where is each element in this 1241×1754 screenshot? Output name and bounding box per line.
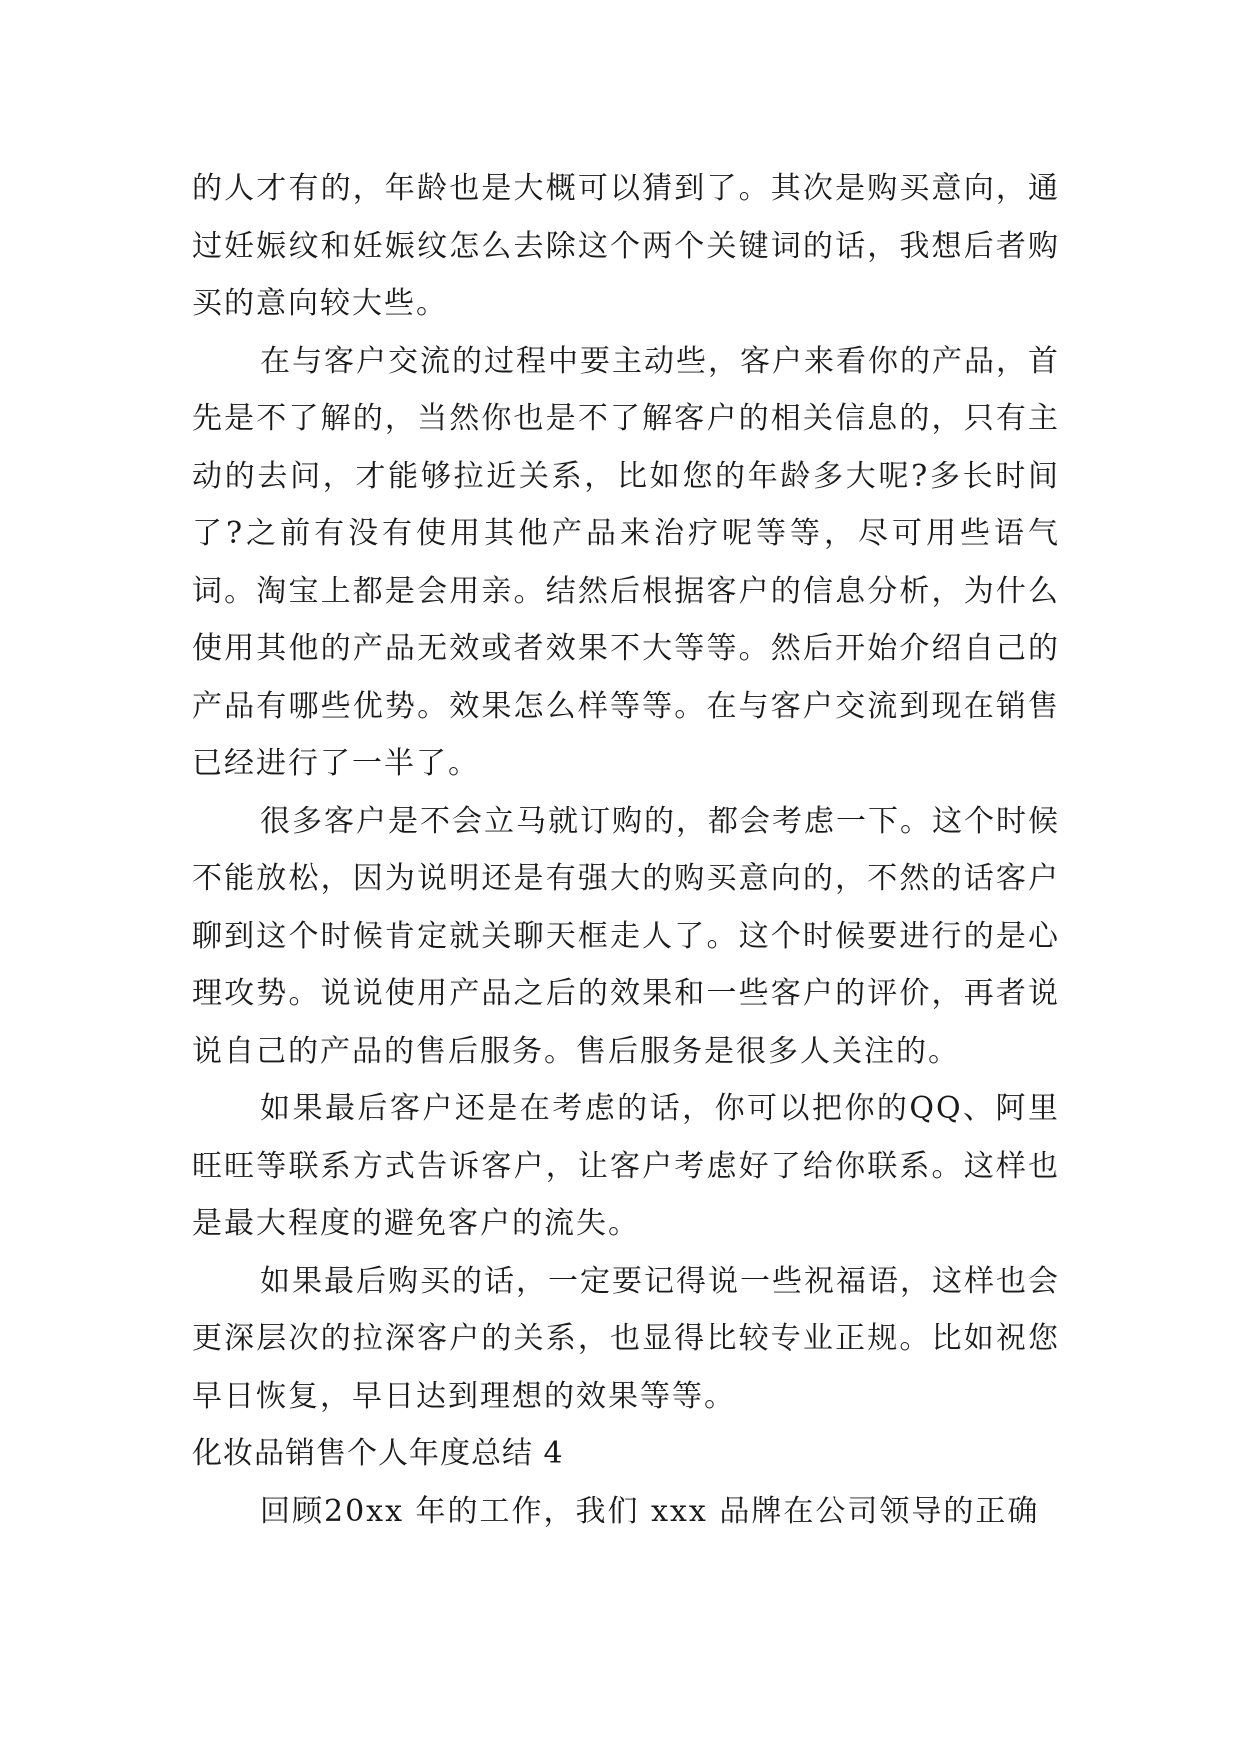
body-paragraph-2: 在与客户交流的过程中要主动些，客户来看你的产品，首先是不了解的，当然你也是不了解客户的相关信息的，只有主动的去问，才能够拉近关系，比如您的年龄多大呢?多长时间了?之前有没有使用其他产品来治疗呢等等，尽可用些语气词。淘宝上都是会用亲。结然后根据客户的信息分析，为什么使用其他的产品无效或者效果不大等等。然后开始介绍自己的产品有哪些优势。效果怎么样等等。在与客户交流到现在销售已经进行了一半了。: [192, 343, 1060, 781]
body-paragraph-4: 如果最后客户还是在考虑的话，你可以把你的QQ、阿里旺旺等联系方式告诉客户，让客户考虑好了给你联系。这样也是最大程度的避免客户的流失。: [192, 1091, 1060, 1241]
body-paragraph-3: 很多客户是不会立马就订购的，都会考虑一下。这个时候不能放松，因为说明还是有强大的购买意向的，不然的话客户聊到这个时候肯定就关聊天框走人了。这个时候要进行的是心理攻势。说说使用产品之后的效果和一些客户的评价，再者说说自己的产品的售后服务。售后服务是很多人关注的。: [192, 803, 1060, 1069]
section-heading: 化妆品销售个人年度总结 4: [192, 1436, 564, 1471]
body-paragraph-1: 的人才有的，年龄也是大概可以猜到了。其次是购买意向，通过妊娠纹和妊娠纹怎么去除这个两个关键词的话，我想后者购买的意向较大些。: [192, 171, 1060, 321]
document-body: [192, 160, 1060, 1540]
body-paragraph-6: 回顾20xx 年的工作，我们 xxx 品牌在公司领导的正确: [260, 1493, 1040, 1529]
body-paragraph-5: 如果最后购买的话，一定要记得说一些祝福语，这样也会更深层次的拉深客户的关系，也显得比较专业正规。比如祝您早日恢复，早日达到理想的效果等等。: [192, 1263, 1060, 1414]
